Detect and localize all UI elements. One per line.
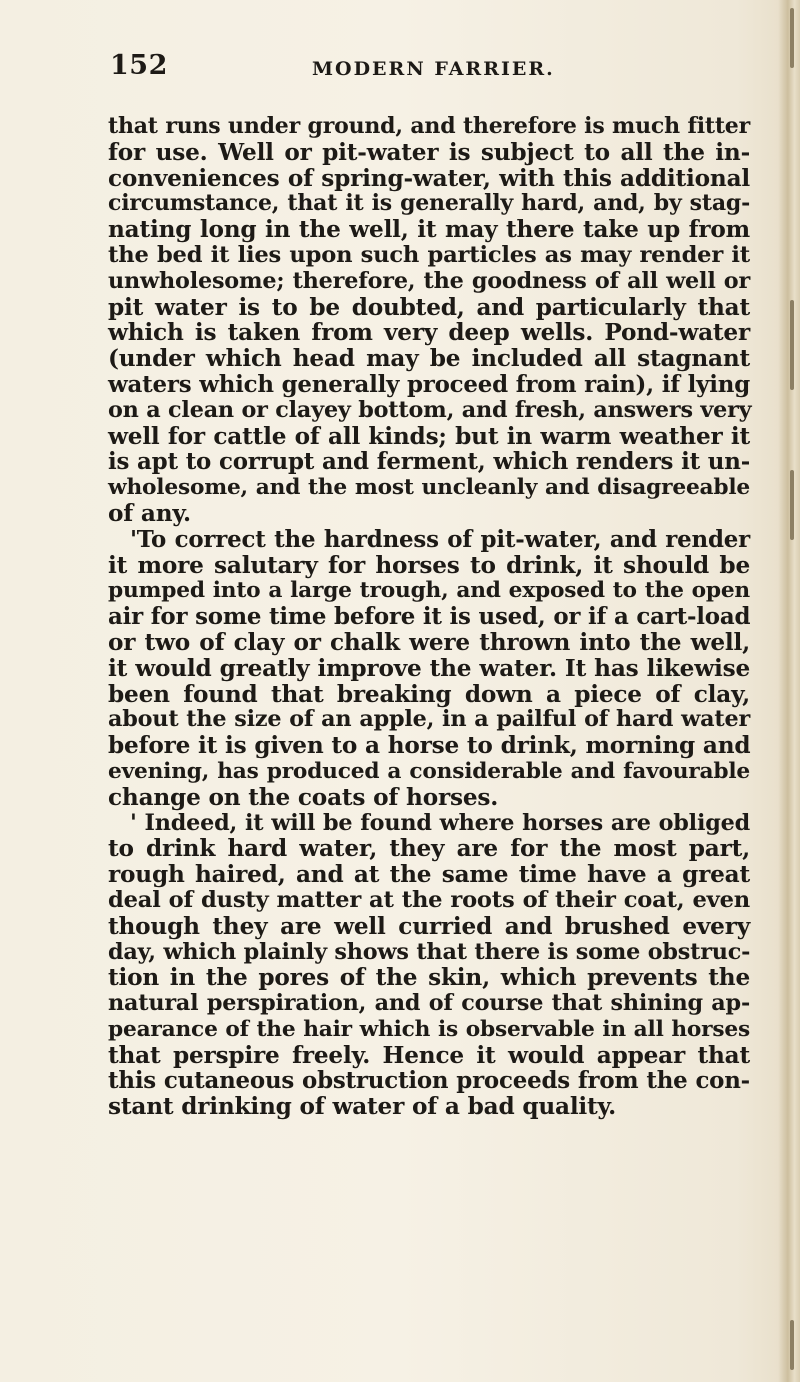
text-line: air for some time before it is used, or if a cart-load [108,603,751,631]
edge-mark [790,1320,794,1370]
text-line: (under which head may be included all stagnant [108,345,750,373]
text-line: natural perspiration, and of course that shining ap- [108,990,750,1017]
edge-mark [790,470,794,540]
text-line: it more salutary for horses to drink, it should be [108,551,750,579]
edge-mark [790,8,794,68]
text-line: ' Indeed, it will be found where horses are obliged [130,809,750,836]
text-line: on a clean or clayey bottom, and fresh, answers very [108,396,752,423]
text-line: that runs under ground, and therefore is much fitter [108,113,750,139]
body-text [108,114,750,1120]
text-line: been found that breaking down a piece of clay, [108,680,750,708]
text-line: pit water is to be doubted, and particularly that [108,293,750,321]
text-line: though they are well curried and brushed every [108,912,750,940]
text-line: that perspire freely. Hence it would appear that [108,1041,750,1069]
text-line: waters which generally proceed from rain), if lying [108,370,750,398]
text-line: nating long in the well, it may there take up from [108,216,750,244]
text-line: of any. [108,499,191,527]
running-head: MODERN FARRIER. [312,58,555,80]
text-line: which is taken from very deep wells. Pond-water [108,319,750,347]
text-line: evening, has produced a considerable and favourable [108,758,750,784]
text-line: unwholesome; therefore, the goodness of all well or [108,267,750,294]
text-line: deal of dusty matter at the roots of their coat, even [108,886,750,913]
text-line: well for cattle of all kinds; but in warm weather it [108,422,750,450]
text-line: to drink hard water, they are for the most part, [108,835,750,863]
page-number: 152 [110,50,168,81]
text-line: for use. Well or pit-water is subject to all the in- [108,138,750,166]
text-line: conveniences of spring-water, with this additional [108,164,750,192]
text-line: pearance of the hair which is observable in all horses [108,1016,750,1042]
text-line: stant drinking of water of a bad quality. [108,1093,617,1121]
text-line: tion in the pores of the skin, which prevents the [108,964,750,992]
text-line: the bed it lies upon such particles as may render it [108,241,750,268]
edge-mark [790,300,794,390]
page-header [110,48,750,88]
text-line: 'To correct the hardness of pit-water, and render [130,525,750,553]
page-edge [778,0,800,1382]
text-line: this cutaneous obstruction proceeds from the con- [108,1067,750,1095]
text-line: change on the coats of horses. [108,783,499,811]
text-line: before it is given to a horse to drink, morning and [108,732,751,760]
text-line: rough haired, and at the same time have a great [108,861,750,889]
text-line: wholesome, and the most uncleanly and disagreeable [108,475,750,501]
text-line: is apt to corrupt and ferment, which renders it un- [108,448,750,476]
text-line: circumstance, that it is generally hard, and, by stag- [108,190,750,217]
text-line: it would greatly improve the water. It has likewise [108,654,750,682]
text-line: or two of clay or chalk were thrown into the well, [108,628,750,656]
text-line: day, which plainly shows that there is some obstruc- [108,938,751,965]
text-line: pumped into a large trough, and exposed to the open [108,578,750,604]
text-line: about the size of an apple, in a pailful of hard water [108,706,750,733]
